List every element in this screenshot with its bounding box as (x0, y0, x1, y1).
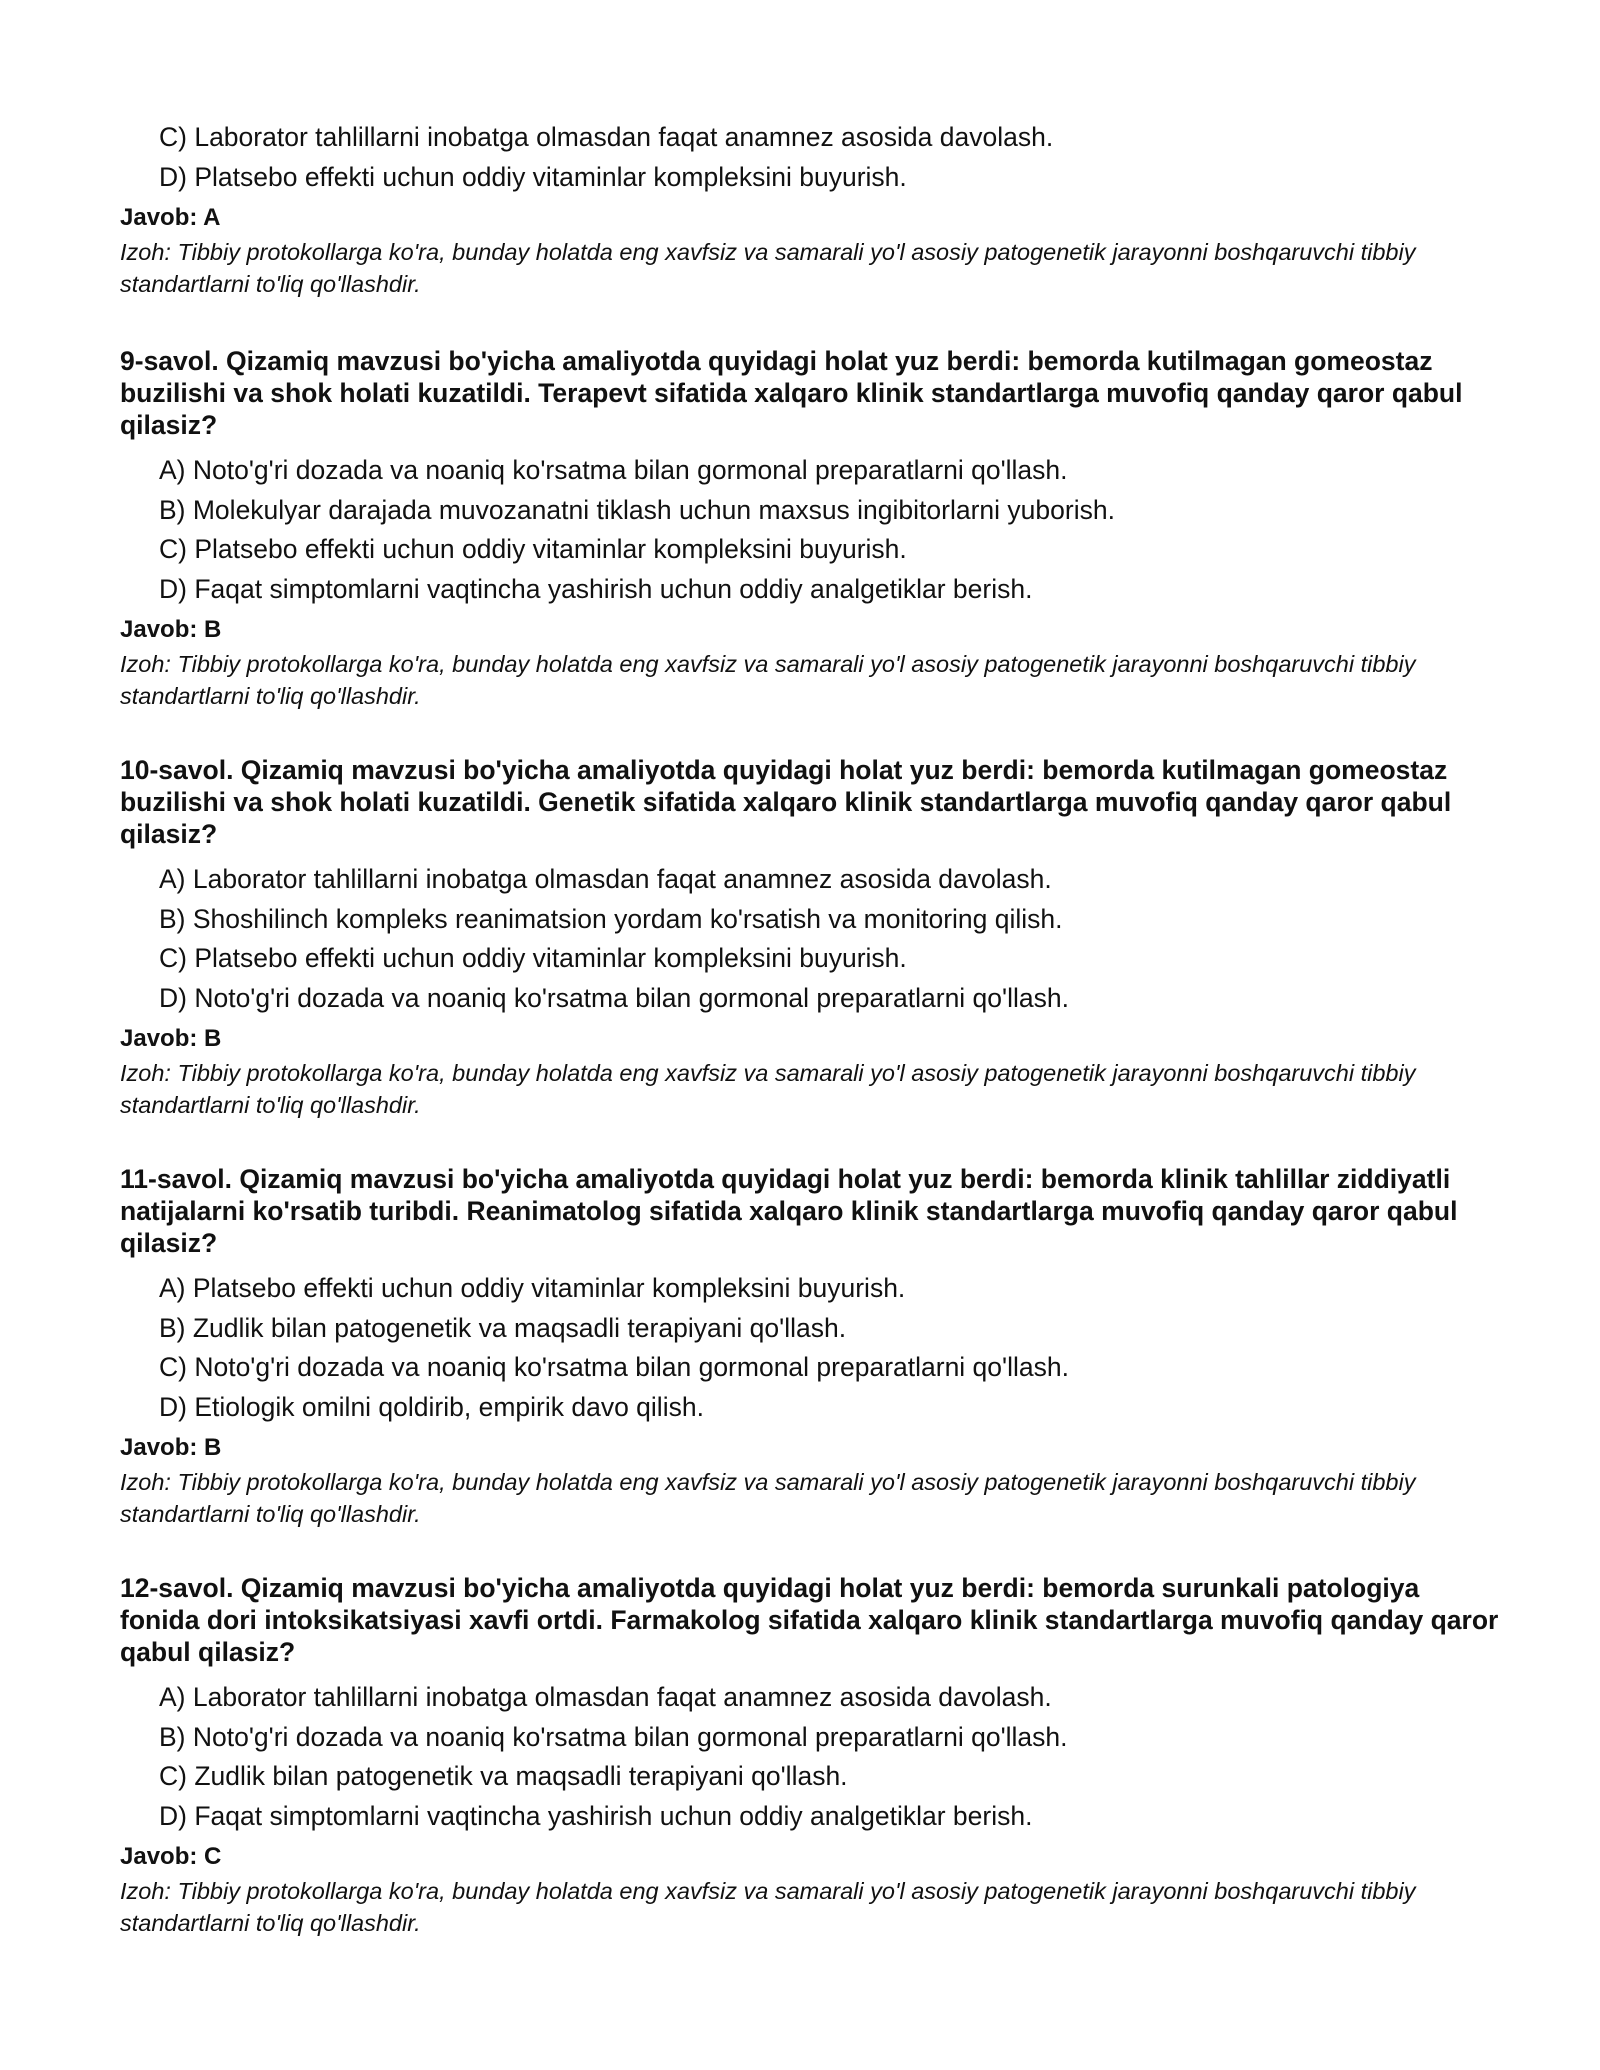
option-a: A) Platsebo effekti uchun oddiy vitaminlar kompleksini buyurish. (159, 1273, 906, 1303)
option-c: C) Noto'g'ri dozada va noaniq ko'rsatma bilan gormonal preparatlarni qo'llash. (159, 1352, 1069, 1382)
answer-label: Javob: B (120, 1025, 222, 1052)
option-a: A) Noto'g'ri dozada va noaniq ko'rsatma bilan gormonal preparatlarni qo'llash. (159, 455, 1068, 485)
options-list (120, 860, 1500, 1018)
question-11 (120, 1163, 1500, 1530)
options-list (120, 451, 1500, 609)
option-b: B) Molekulyar darajada muvozanatni tiklash uchun maxsus ingibitorlarni yuborish. (159, 494, 1115, 525)
option-b: B) Zudlik bilan patogenetik va maqsadli terapiyani qo'llash. (159, 1312, 847, 1343)
answer-label: Javob: C (120, 1843, 222, 1870)
option-d: D) Noto'g'ri dozada va noaniq ko'rsatma bilan gormonal preparatlarni qo'llash. (159, 982, 1069, 1013)
question-title: 11-savol. Qizamiq mavzusi bo'yicha amaliyotda quyidagi holat yuz berdi: bemorda klinik tahlillar ziddiyatli natijalarni ko'rsatib turibdi. Reanimatolog sifatida xalqaro klinik standartlarga muvofiq qanday qaror qabul qilasiz? (120, 1164, 1458, 1258)
question-9 (120, 345, 1500, 712)
explanation-note: Izoh: Tibbiy protokollarga ko'ra, bunday holatda eng xavfsiz va samarali yo'l asosiy patogenetik jarayonni boshqaruvchi tibbiy standartlarni to'liq qo'llashdir. (120, 1878, 1416, 1936)
explanation-note: Izoh: Tibbiy protokollarga ko'ra, bunday holatda eng xavfsiz va samarali yo'l asosiy patogenetik jarayonni boshqaruvchi tibbiy standartlarni to'liq qo'llashdir. (120, 1469, 1416, 1527)
answer-label: Javob: A (120, 204, 221, 231)
option-d: D) Faqat simptomlarni vaqtincha yashirish uchun oddiy analgetiklar berish. (159, 1800, 1033, 1831)
option-b: B) Shoshilinch kompleks reanimatsion yordam ko'rsatish va monitoring qilish. (159, 903, 1063, 934)
question-title: 12-savol. Qizamiq mavzusi bo'yicha amaliyotda quyidagi holat yuz berdi: bemorda surunkali patologiya fonida dori intoksikatsiyasi xavfi ortdi. Farmakolog sifatida xalqaro klinik standartlarga muvofiq qanday qaror qabul qilasiz? (120, 1573, 1499, 1667)
option-c: C) Laborator tahlillarni inobatga olmasdan faqat anamnez asosida davolash. (159, 122, 1054, 152)
option-d: D) Faqat simptomlarni vaqtincha yashirish uchun oddiy analgetiklar berish. (159, 573, 1033, 604)
option-c: C) Platsebo effekti uchun oddiy vitaminlar kompleksini buyurish. (159, 534, 907, 564)
explanation-note: Izoh: Tibbiy protokollarga ko'ra, bunday holatda eng xavfsiz va samarali yo'l asosiy patogenetik jarayonni boshqaruvchi tibbiy standartlarni to'liq qo'llashdir. (120, 1060, 1416, 1118)
answer-label: Javob: B (120, 1434, 222, 1461)
option-d: D) Platsebo effekti uchun oddiy vitaminlar kompleksini buyurish. (159, 161, 907, 192)
options-list (120, 1678, 1500, 1836)
options-list (120, 118, 1500, 197)
question-title: 9-savol. Qizamiq mavzusi bo'yicha amaliyotda quyidagi holat yuz berdi: bemorda kutilmagan gomeostaz buzilishi va shok holati kuzatildi. Terapevt sifatida xalqaro klinik standartlarga muvofiq qanday qaror qabul qilasiz? (120, 346, 1463, 440)
answer-label: Javob: B (120, 616, 222, 643)
option-b: B) Noto'g'ri dozada va noaniq ko'rsatma bilan gormonal preparatlarni qo'llash. (159, 1721, 1068, 1752)
question-8-continuation (120, 118, 1500, 300)
question-10 (120, 754, 1500, 1121)
question-12 (120, 1572, 1500, 1939)
explanation-note: Izoh: Tibbiy protokollarga ko'ra, bunday holatda eng xavfsiz va samarali yo'l asosiy patogenetik jarayonni boshqaruvchi tibbiy standartlarni to'liq qo'llashdir. (120, 651, 1416, 709)
option-a: A) Laborator tahlillarni inobatga olmasdan faqat anamnez asosida davolash. (159, 864, 1052, 894)
option-a: A) Laborator tahlillarni inobatga olmasdan faqat anamnez asosida davolash. (159, 1682, 1052, 1712)
explanation-note: Izoh: Tibbiy protokollarga ko'ra, bunday holatda eng xavfsiz va samarali yo'l asosiy patogenetik jarayonni boshqaruvchi tibbiy standartlarni to'liq qo'llashdir. (120, 239, 1416, 297)
option-c: C) Zudlik bilan patogenetik va maqsadli terapiyani qo'llash. (159, 1761, 848, 1791)
question-title: 10-savol. Qizamiq mavzusi bo'yicha amaliyotda quyidagi holat yuz berdi: bemorda kutilmagan gomeostaz buzilishi va shok holati kuzatildi. Genetik sifatida xalqaro klinik standartlarga muvofiq qanday qaror qabul qilasiz? (120, 755, 1452, 849)
options-list (120, 1269, 1500, 1427)
option-c: C) Platsebo effekti uchun oddiy vitaminlar kompleksini buyurish. (159, 943, 907, 973)
option-d: D) Etiologik omilni qoldirib, empirik davo qilish. (159, 1391, 704, 1422)
